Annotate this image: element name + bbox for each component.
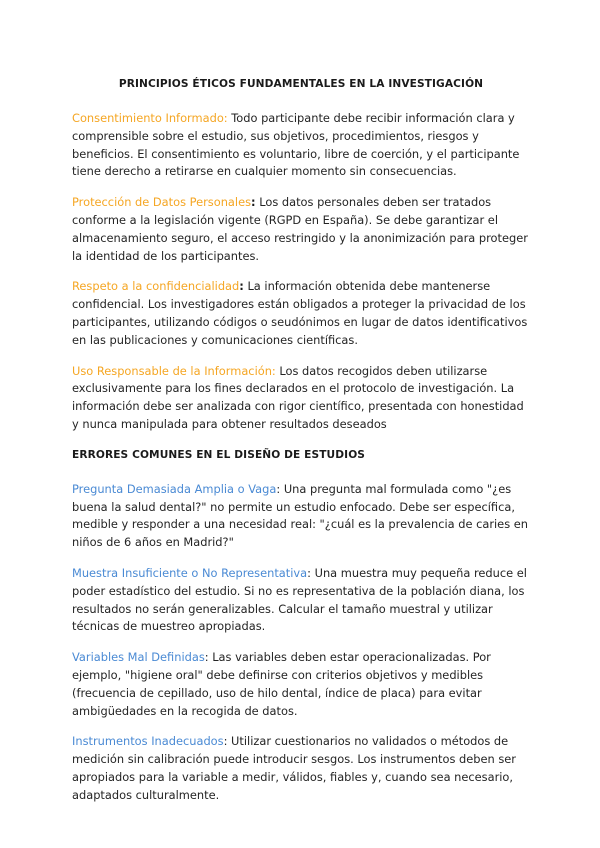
term-vague-question: Pregunta Demasiada Amplia o Vaga (72, 481, 277, 496)
term-inadequate-instruments: Instrumentos Inadecuados (72, 734, 224, 749)
term-separator: : (239, 279, 244, 294)
term-data-protection: Protección de Datos Personales (72, 195, 252, 210)
paragraph-text: Una pregunta mal formulada como "¿es buena la salud dental?" no permite un estudio enfocado. Debe ser específica, medible y responder a una necesidad real: "¿cuál es la prevalencia de caries en niños de 6 años en Madrid?" (72, 481, 528, 550)
term-separator: : (223, 734, 228, 749)
paragraph-insufficient-sample (72, 565, 530, 636)
paragraph-responsible-use (72, 363, 530, 434)
paragraph-inadequate-instruments (72, 733, 530, 804)
section-title-common-errors: ERRORES COMUNES EN EL DISEÑO DE ESTUDIOS (72, 448, 366, 461)
paragraph-undefined-variables (72, 649, 530, 720)
paragraph-informed-consent (72, 110, 530, 181)
term-confidentiality: Respeto a la confidencialidad (72, 279, 240, 294)
paragraph-text: Una muestra muy pequeña reduce el poder estadístico del estudio. Si no es representativa de la población diana, los resultados no serán generalizables. Calcular el tamaño muestral y utilizar técnicas de muestreo apropiadas. (72, 565, 527, 634)
paragraph-text: Los datos personales deben ser tratados conforme a la legislación vigente (RGPD en España). Se debe garantizar el almacenamiento seguro, el acceso restringido y la anonimización para proteger la identidad de los participantes. (72, 195, 528, 263)
paragraph-data-protection (72, 194, 530, 265)
term-insufficient-sample: Muestra Insuficiente o No Representativa (72, 565, 308, 580)
paragraph-text: Utilizar cuestionarios no validados o métodos de medición sin calibración puede introducir sesgos. Los instrumentos deben ser apropiados para la variable a medir, válidos, fiables y, cuando sea necesario, adaptados culturalmente. (72, 734, 516, 802)
term-separator: : (251, 195, 256, 210)
paragraph-vague-question (72, 481, 530, 552)
term-separator: : (271, 363, 276, 378)
term-separator: : (204, 650, 209, 665)
term-separator: : (223, 111, 228, 125)
term-separator: : (276, 481, 281, 496)
term-separator: : (307, 565, 311, 580)
term-informed-consent: Consentimiento Informado (72, 111, 224, 125)
paragraph-confidentiality (72, 278, 530, 349)
document-page (72, 76, 530, 818)
section-title-ethics: PRINCIPIOS ÉTICOS FUNDAMENTALES EN LA INVESTIGACIÓN (118, 78, 484, 90)
paragraph-text: Todo participante debe recibir información clara y comprensible sobre el estudio, sus objetivos, procedimientos, riesgos y beneficios. El consentimiento es voluntario, libre de coerción, y el participante tiene derecho a retirarse en cualquier momento sin consecuencias. (72, 111, 520, 179)
term-responsible-use: Uso Responsable de la Información (72, 363, 272, 378)
paragraph-text: Las variables deben estar operacionalizadas. Por ejemplo, "higiene oral" debe definirse con criterios objetivos y medibles (frecuencia de cepillado, uso de hilo dental, índice de placa) para evitar ambigüedades en la recogida de datos. (72, 650, 491, 718)
paragraph-text: La información obtenida debe mantenerse confidencial. Los investigadores están obligados a proteger la privacidad de los participantes, utilizando códigos o seudónimos en lugar de datos identificativos en las publicaciones y comunicaciones científicas. (72, 279, 528, 347)
term-undefined-variables: Variables Mal Definidas (72, 650, 205, 665)
paragraph-text: Los datos recogidos deben utilizarse exclusivamente para los fines declarados en el protocolo de investigación. La información debe ser analizada con rigor científico, presentada con honestidad y nunca manipulada para obtener resultados deseados (72, 363, 524, 431)
